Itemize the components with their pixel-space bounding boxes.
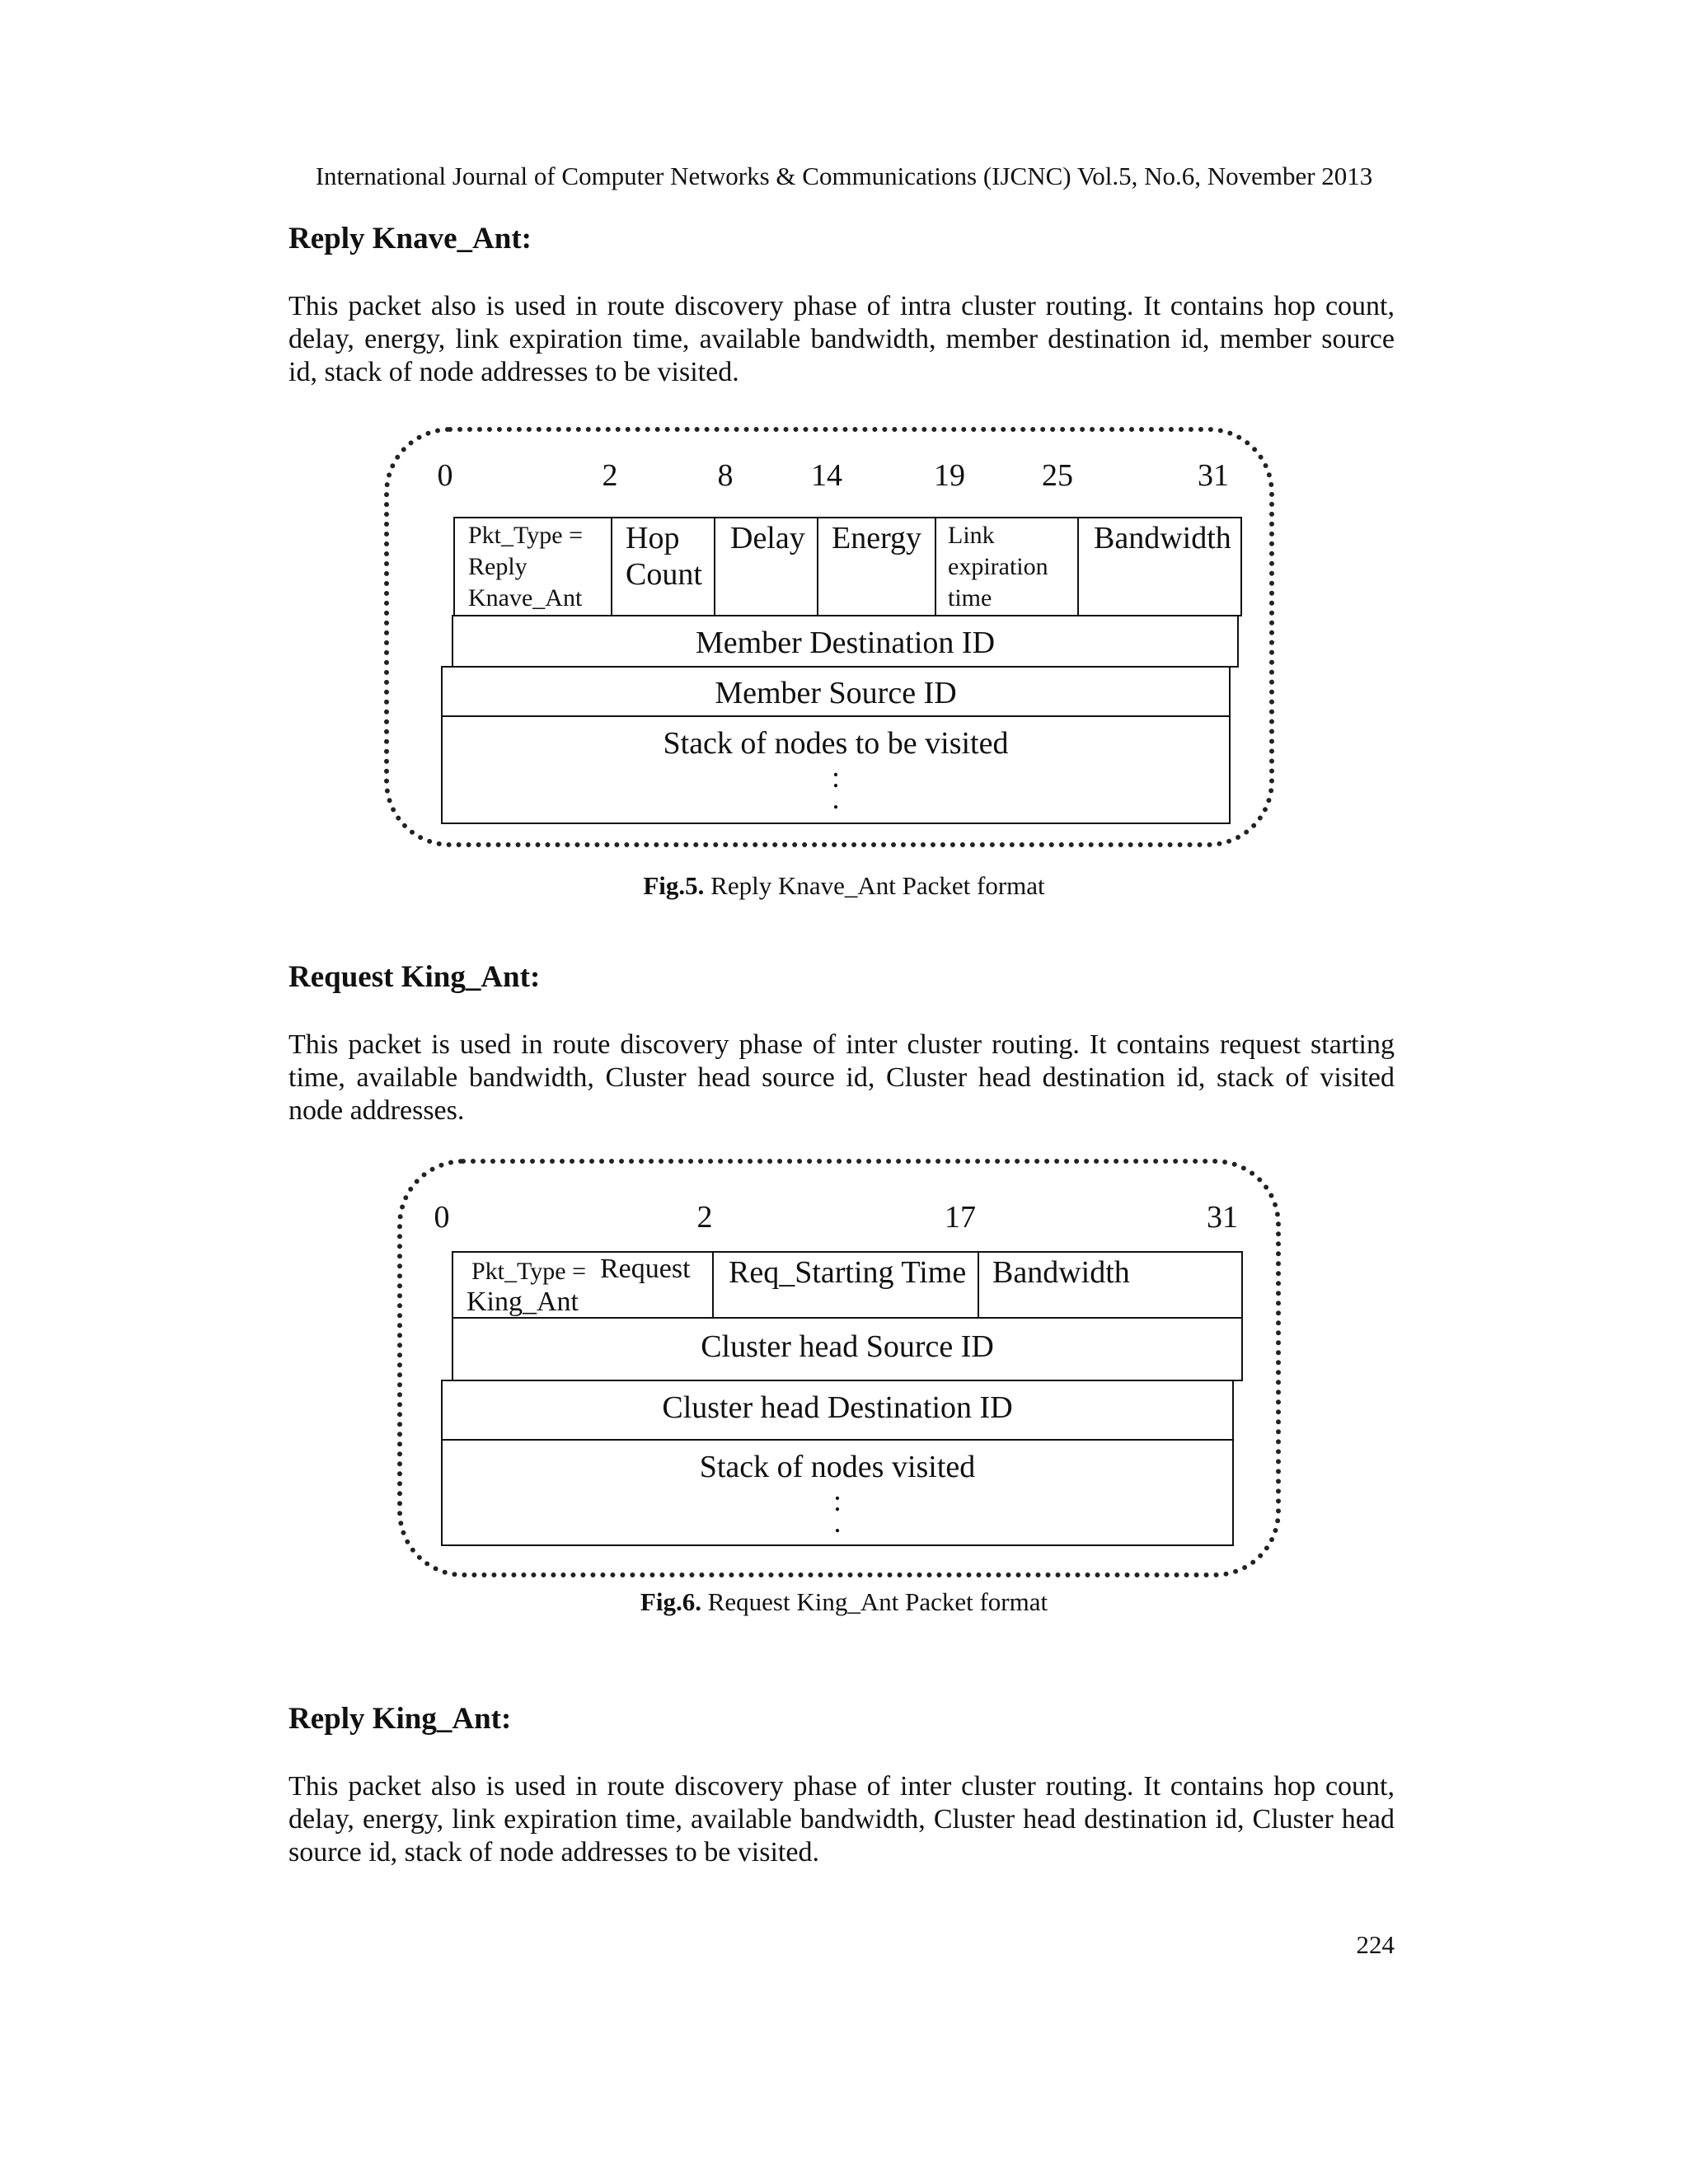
field-label: Delay — [730, 521, 805, 555]
figure-6-bit-positions — [0, 1199, 1688, 1240]
continuation-dots: : . — [832, 1484, 842, 1539]
section-heading-reply-knave-ant: Reply Knave_Ant: — [288, 222, 532, 255]
bit-position: 2 — [696, 1200, 713, 1235]
bit-position: 8 — [717, 458, 734, 493]
field-label: Pkt_Type = Reply Knave_Ant — [468, 522, 583, 612]
page-number: 224 — [1356, 1930, 1395, 1959]
field-energy — [817, 517, 936, 616]
field-label: Stack of nodes to be visited — [663, 726, 1009, 761]
field-label: Cluster head Destination ID — [662, 1390, 1013, 1425]
section-paragraph-request-king-ant: This packet is used in route discovery phase of inter cluster routing. It contains request starting time, available bandwidth, Cluster head source id, Cluster head destination id, stack of visited node addresses. — [288, 1029, 1395, 1126]
field-label: Bandwidth — [1094, 521, 1231, 555]
bit-position: 0 — [434, 1200, 450, 1235]
bit-position: 17 — [945, 1200, 976, 1235]
field-label: Req_Starting Time — [729, 1255, 967, 1290]
field-pkt-type — [453, 517, 612, 616]
bit-position: 2 — [602, 458, 618, 493]
field-bandwidth — [978, 1251, 1243, 1319]
field-pkt-type — [452, 1251, 714, 1319]
field-label: King_Ant — [467, 1286, 579, 1317]
section-paragraph-reply-knave-ant: This packet also is used in route discovery phase of intra cluster routing. It contains hop count, delay, energy, link expiration time, available bandwidth, member destination id, member source id, stack of node addresses to be visited. — [288, 291, 1395, 387]
field-label: Cluster head Source ID — [701, 1329, 994, 1364]
field-bandwidth — [1077, 517, 1242, 616]
figure-6-caption: Fig.6. Request King_Ant Packet format — [640, 1587, 1048, 1616]
journal-header: International Journal of Computer Networks & Communications (IJCNC) Vol.5, No.6, November 2013 — [315, 162, 1373, 190]
section-heading-request-king-ant: Request King_Ant: — [288, 960, 541, 994]
field-label: Request — [600, 1254, 691, 1284]
bit-position: 31 — [1198, 458, 1229, 493]
bit-position: 19 — [934, 458, 965, 493]
field-delay — [714, 517, 818, 616]
field-member-destination-id — [452, 615, 1239, 668]
bit-position: 14 — [811, 458, 842, 493]
field-label: Bandwidth — [992, 1255, 1130, 1290]
bit-position: 31 — [1207, 1200, 1238, 1235]
field-member-source-id — [441, 666, 1231, 717]
figure-5-caption: Fig.5. Reply Knave_Ant Packet format — [643, 871, 1045, 900]
field-label: Energy — [832, 521, 922, 555]
field-label: Hop Count — [626, 521, 702, 592]
field-label: Member Destination ID — [695, 626, 996, 660]
section-heading-reply-king-ant: Reply King_Ant: — [288, 1702, 512, 1736]
figure-5-bit-positions — [0, 457, 1688, 499]
continuation-dots: : . — [831, 761, 840, 815]
section-paragraph-reply-king-ant: This packet also is used in route discovery phase of inter cluster routing. It contains hop count, delay, energy, link expiration time, available bandwidth, Cluster head destination id, Cluster head source id, stack of node addresses to be visited. — [288, 1771, 1395, 1868]
bit-position: 0 — [437, 458, 453, 493]
field-link-expiration-time — [935, 517, 1079, 616]
field-cluster-head-source-id — [452, 1317, 1243, 1381]
field-label: Pkt_Type = — [471, 1258, 586, 1285]
bit-position: 25 — [1042, 458, 1073, 493]
field-label: Stack of nodes visited — [699, 1450, 976, 1484]
field-req-starting-time — [712, 1251, 979, 1319]
field-label: Member Source ID — [715, 676, 957, 710]
field-stack-of-nodes — [441, 715, 1231, 824]
field-cluster-head-destination-id — [441, 1380, 1234, 1441]
field-hop-count — [611, 517, 715, 616]
field-stack-of-nodes-visited — [441, 1439, 1234, 1546]
field-label: Link expiration time — [948, 522, 1048, 612]
